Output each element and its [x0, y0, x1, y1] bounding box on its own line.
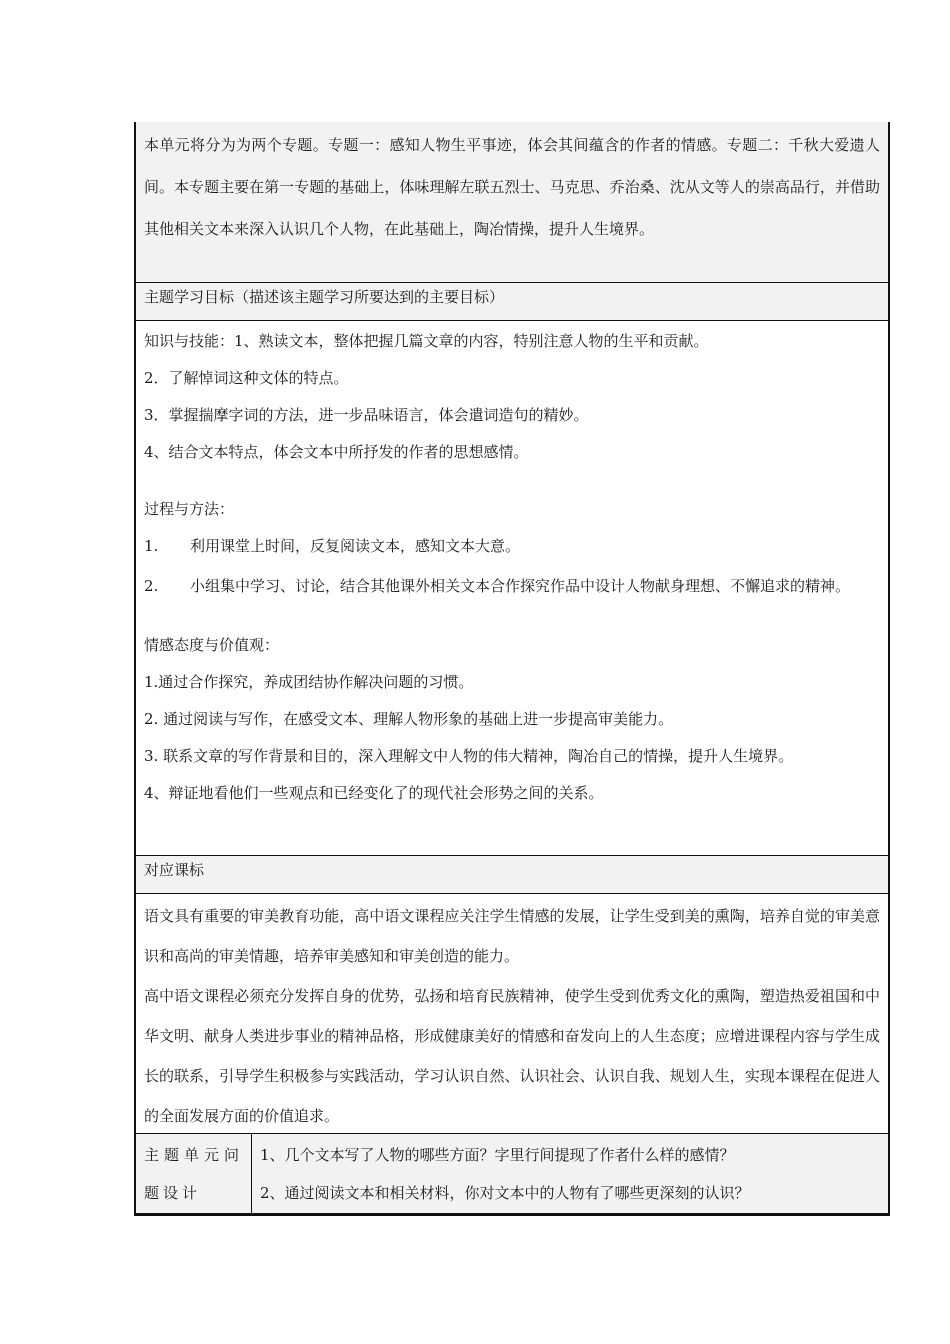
- spacer: [144, 607, 880, 627]
- knowledge-line-3: 3．掌握揣摩字词的方法，进一步品味语言，体会遣词造句的精妙。: [144, 406, 589, 424]
- spacer: [144, 471, 880, 491]
- emotion-line-3: 3. 联系文章的写作背景和目的，深入理解文中人物的伟大精神，陶冶自己的情操，提升人生境界。: [144, 747, 794, 765]
- emotion-title: 情感态度与价值观：: [144, 636, 280, 654]
- standards-paragraph-2: 高中语文课程必须充分发挥自身的优势，弘扬和培育民族精神，使学生受到优秀文化的熏陶，塑造热爱祖国和中华文明、献身人类进步事业的精神品格，形成健康美好的情感和奋发向上的人生态度；应增进课程内容与学生成长的联系，引导学生积极参与实践活动，学习认识自然、认识社会、认识自我、规划人生，实现本课程在促进人的全面发展方面的价值追求。: [144, 987, 880, 1125]
- knowledge-line-1: 知识与技能：1、熟读文本，整体把握几篇文章的内容，特别注意人物的生平和贡献。: [144, 332, 709, 350]
- knowledge-line-4: 4、结合文本特点，体会文本中所抒发的作者的思想感情。: [144, 443, 529, 461]
- question-1: 1、几个文本写了人物的哪些方面？字里行间提现了作者什么样的感情？: [260, 1146, 735, 1164]
- goals-cell: [136, 320, 888, 855]
- emotion-line-1: 1.通过合作探究，养成团结协作解决问题的习惯。: [144, 673, 474, 691]
- process-item-2-number: 2.: [144, 577, 159, 595]
- emotion-line-4: 4、辩证地看他们一些观点和已经变化了的现代社会形势之间的关系。: [144, 784, 604, 802]
- process-item-1: [144, 528, 880, 565]
- process-item-1-text: 利用课堂上时间，反复阅读文本，感知文本大意。: [190, 537, 521, 555]
- goals-header-cell: [136, 282, 888, 320]
- emotion-line-2: 2. 通过阅读与写作，在感受文本、理解人物形象的基础上进一步提高审美能力。: [144, 710, 674, 728]
- unit-intro-cell: [136, 122, 888, 282]
- lesson-plan-table: [134, 122, 890, 1216]
- process-item-2: [144, 565, 880, 607]
- process-item-2-text: 小组集中学习、讨论，结合其他课外相关文本合作探究作品中设计人物献身理想、不懈追求的精神。: [190, 577, 851, 595]
- standards-cell: [136, 893, 888, 1133]
- knowledge-line-2: 2．了解悼词这种文体的特点。: [144, 369, 349, 387]
- process-item-1-number: 1.: [144, 537, 159, 555]
- goals-header: 主题学习目标（描述该主题学习所要达到的主要目标）: [144, 288, 505, 306]
- standards-header-cell: [136, 855, 888, 893]
- question-2: 2、通过阅读文本和相关材料，你对文本中的人物有了哪些更深刻的认识？: [260, 1184, 750, 1202]
- questions-label: 主题单元问题设计: [136, 1134, 252, 1213]
- questions-row: [136, 1133, 888, 1213]
- process-title: 过程与方法：: [144, 500, 235, 518]
- standards-header: 对应课标: [144, 861, 205, 879]
- standards-paragraph-1: 语文具有重要的审美教育功能，高中语文课程应关注学生情感的发展，让学生受到美的熏陶，培养自觉的审美意识和高尚的审美情趣，培养审美感知和审美创造的能力。: [144, 907, 880, 965]
- unit-intro-text: 本单元将分为为两个专题。专题一：感知人物生平事迹，体会其间蕴含的作者的情感。专题二：千秋大爱遗人间。本专题主要在第一专题的基础上，体味理解左联五烈士、马克思、乔治桑、沈从文等人的崇高品行，并借助其他相关文本来深入认识几个人物，在此基础上，陶冶情操，提升人生境界。: [144, 136, 880, 238]
- questions-content: [252, 1134, 888, 1213]
